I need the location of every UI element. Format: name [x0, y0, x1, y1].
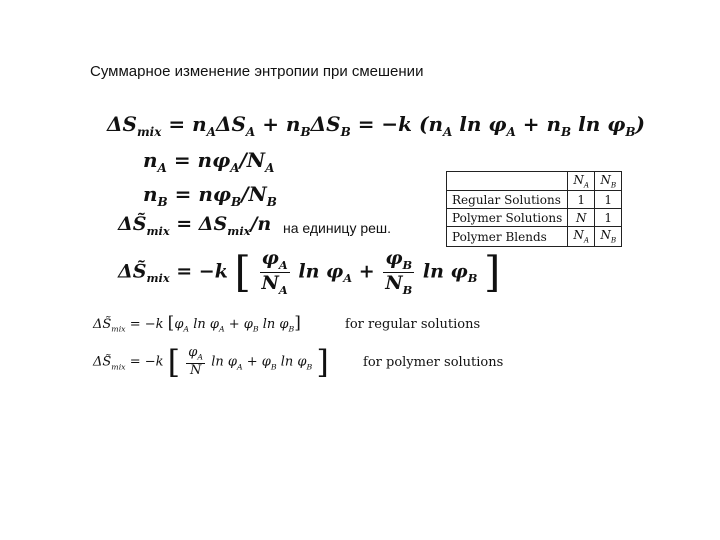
table-row [447, 209, 622, 227]
equation-nb: $n_B = n\varphi_B/N_B$ [143, 182, 277, 209]
equation-na: $n_A = n\varphi_A/N_A$ [143, 148, 275, 175]
left-bracket: [ [167, 343, 181, 382]
equation-polymer: $\Delta S̃_{mix} = -k$ [ $\frac{\varphi_A}{N}$ $\ln \varphi_A + \varphi_B$ $\ln \varphi_B$ ] for polymer solutions [93, 343, 504, 382]
polymer-label: for polymer solutions [363, 354, 504, 370]
table-cell-na: N [568, 209, 595, 227]
table-header-row [447, 172, 622, 191]
fraction-a: $\frac{\varphi_A}{N_A}$ [261, 247, 288, 297]
table-cell-nb: $N_B$ [595, 227, 622, 246]
regular-label: for regular solutions [345, 317, 481, 332]
table-header-empty [447, 172, 568, 191]
fraction-b: $\frac{\varphi_B}{N_B}$ [385, 247, 413, 297]
table-cell-na: $N_A$ [568, 227, 595, 246]
solution-type-table [446, 171, 622, 247]
table-header-na: $N_A$ [568, 172, 595, 191]
left-bracket: [ [234, 247, 251, 297]
fraction-polymer: $\frac{\varphi_A}{N}$ [188, 345, 204, 378]
right-bracket: ] [316, 343, 329, 382]
table-header-nb: $N_B$ [595, 172, 622, 191]
equation-per-site: $\Delta S̃_{mix} = \Delta S_{mix}/n$ [118, 213, 272, 238]
equation-general: $\Delta S̃_{mix} = -k$ [ $\frac{\varphi_A}{N_A}$ $\ln \varphi_A$ + $\frac{\varphi_B}{N_B}$ $\ln \varphi_B$ ] [118, 247, 501, 297]
table-row [447, 227, 622, 246]
equation-regular: $\Delta S̃_{mix} = -k$ [$\varphi_A$ $\ln \varphi_A + \varphi_B$ $\ln \varphi_B$] for regular solutions [93, 313, 481, 334]
table-cell-nb: 1 [595, 209, 622, 227]
table-cell-na: 1 [568, 191, 595, 209]
per-site-note: на единицу реш. [283, 220, 392, 236]
equation-total: $\Delta S_{mix} = n_A\Delta S_A + n_B\Delta S_B = -k$ ($n_A$ $\ln \varphi_A + n_B$ $\ln \varphi_B$) [107, 112, 645, 139]
right-bracket: ] [483, 247, 501, 297]
table-cell-nb: 1 [595, 191, 622, 209]
table-cell-name: Polymer Solutions [447, 209, 568, 227]
slide-heading: Суммарное изменение энтропии при смешении [90, 63, 424, 80]
table-cell-name: Regular Solutions [447, 191, 568, 209]
table-cell-name: Polymer Blends [447, 227, 568, 246]
table-row [447, 191, 622, 209]
